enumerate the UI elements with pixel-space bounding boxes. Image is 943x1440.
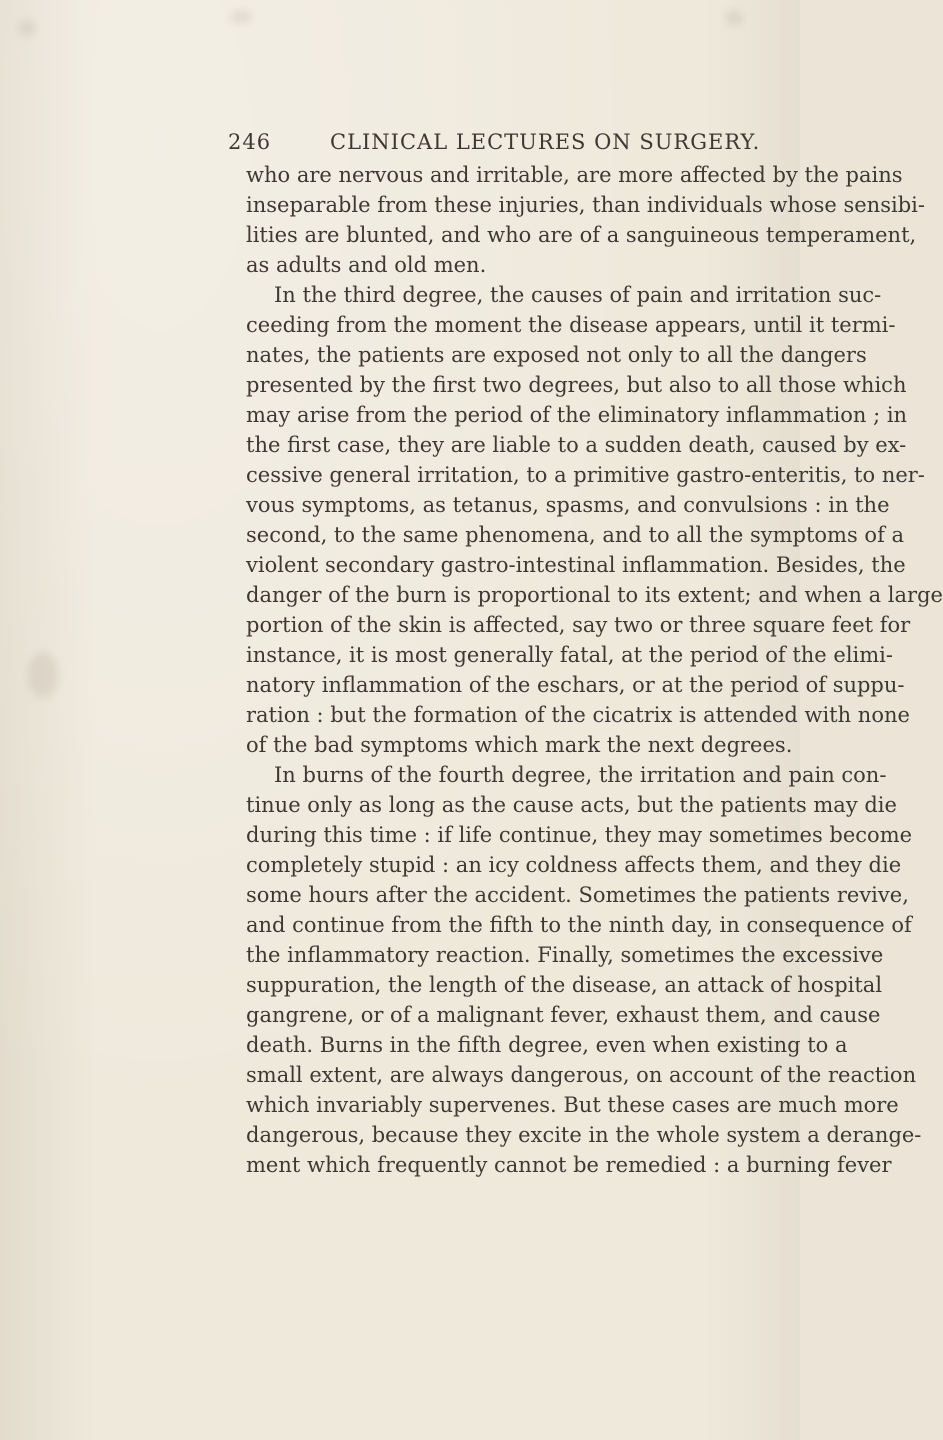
text-line: gangrene, or of a malignant fever, exhaust them, and cause <box>246 1003 881 1027</box>
text-line: may arise from the period of the eliminatory inflammation ; in <box>246 403 908 427</box>
text-line: as adults and old men. <box>246 253 487 277</box>
text-line: death. Burns in the fifth degree, even when existing to a <box>246 1033 848 1057</box>
text-line: natory inflammation of the eschars, or at the period of suppu- <box>246 673 905 697</box>
text-line: In the third degree, the causes of pain and irritation suc- <box>274 283 882 307</box>
text-line: In burns of the fourth degree, the irritation and pain con- <box>274 763 887 787</box>
running-head <box>228 130 788 156</box>
text-line: portion of the skin is affected, say two or three square feet for <box>246 613 911 637</box>
text-line: cessive general irritation, to a primitive gastro-enteritis, to ner- <box>246 463 925 487</box>
text-line: dangerous, because they excite in the whole system a derange- <box>246 1123 922 1147</box>
text-line: and continue from the fifth to the ninth day, in consequence of <box>246 913 912 937</box>
text-line: some hours after the accident. Sometimes the patients revive, <box>246 883 909 907</box>
running-title: CLINICAL LECTURES ON SURGERY. <box>330 130 761 154</box>
text-line: presented by the first two degrees, but also to all those which <box>246 373 907 397</box>
text-line: ration : but the formation of the cicatrix is attended with none <box>246 703 910 727</box>
body-text <box>246 160 943 1180</box>
text-line: who are nervous and irritable, are more affected by the pains <box>246 163 903 187</box>
text-line: ceeding from the moment the disease appears, until it termi- <box>246 313 896 337</box>
text-line: which invariably supervenes. But these cases are much more <box>246 1093 899 1117</box>
text-line: small extent, are always dangerous, on account of the reaction <box>246 1063 917 1087</box>
text-line: ment which frequently cannot be remedied : a burning fever <box>246 1153 892 1177</box>
text-line: the inflammatory reaction. Finally, sometimes the excessive <box>246 943 884 967</box>
paper-stain <box>230 10 252 24</box>
text-line: tinue only as long as the cause acts, but the patients may die <box>246 793 897 817</box>
text-line: violent secondary gastro-intestinal inflammation. Besides, the <box>246 553 906 577</box>
text-line: instance, it is most generally fatal, at the period of the elimi- <box>246 643 893 667</box>
text-line: the first case, they are liable to a sudden death, caused by ex- <box>246 433 907 457</box>
text-line: inseparable from these injuries, than individuals whose sensibi- <box>246 193 925 217</box>
paper-stain <box>18 20 36 36</box>
text-line: completely stupid : an icy coldness affects them, and they die <box>246 853 902 877</box>
paper-stain <box>28 652 58 698</box>
text-line: of the bad symptoms which mark the next degrees. <box>246 733 793 757</box>
page-number: 246 <box>228 130 272 154</box>
text-line: second, to the same phenomena, and to all the symptoms of a <box>246 523 905 547</box>
text-line: nates, the patients are exposed not only to all the dangers <box>246 343 867 367</box>
text-line: lities are blunted, and who are of a sanguineous temperament, <box>246 223 917 247</box>
text-line: suppuration, the length of the disease, an attack of hospital <box>246 973 883 997</box>
text-line: during this time : if life continue, they may sometimes become <box>246 823 913 847</box>
text-line: vous symptoms, as tetanus, spasms, and convulsions : in the <box>246 493 890 517</box>
text-line: danger of the burn is proportional to its extent; and when a large <box>246 583 943 607</box>
paper-stain <box>725 10 743 26</box>
